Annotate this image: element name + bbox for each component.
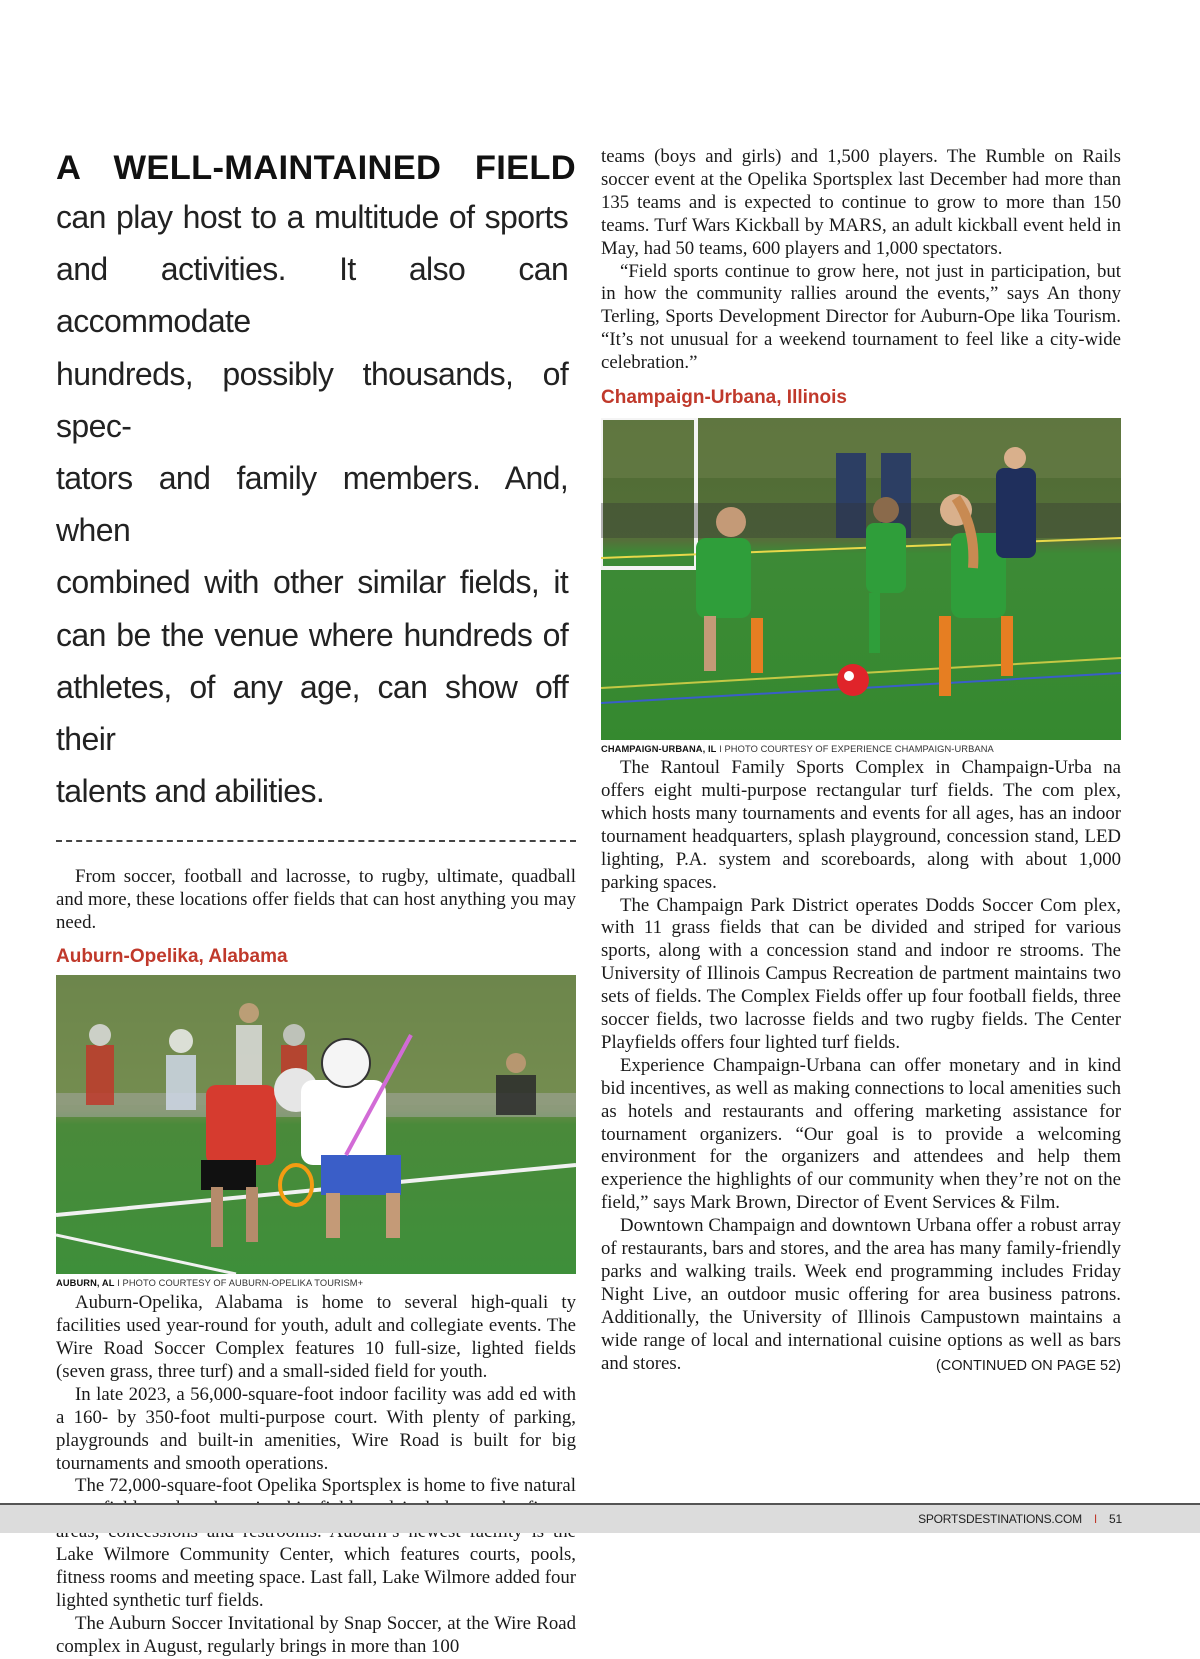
paragraph [601, 1215, 1121, 1375]
intro-line: athletes, of any age, can show off their [56, 668, 569, 758]
intro-line: talents and abilities. [56, 773, 325, 810]
intro-line: combined with other similar fields, it [56, 564, 569, 601]
caption-credit: I PHOTO COURTESY OF EXPERIENCE CHAMPAIGN-URBANA [719, 744, 994, 755]
page-number: 51 [1109, 1512, 1122, 1526]
lacrosse-photo-art [56, 975, 576, 1274]
continued-note: (CONTINUED ON PAGE 52) [935, 1357, 1121, 1374]
footer-site: SPORTSDESTINATIONS.COM [918, 1512, 1082, 1526]
paragraph: Experience Champaign-Urbana can offer monetary and in kind bid incentives, as well as making connections to local amenities such as hotels and restaurants and offering marketing assistance for tournament organizers. “Our goal is to provide a welcoming environment for the organizers and attendees and help them experience the highlights of our community when they’re not on the field,” says Mark Brown, Director of Event Services & Film. [601, 1054, 1121, 1214]
paragraph: The 72,000-square-foot Opelika Sportsplex is home to five natural Lake Wilmore Community Center, which features courts, pools, fitness rooms and meeting space. Last fall, Lake Wilmore added four lighted synthetic turf fields. [56, 1475, 576, 1611]
right-column [601, 146, 1121, 1378]
section-heading-auburn: Auburn-Opelika, Alabama [56, 946, 288, 968]
footer-separator: I [1093, 1512, 1098, 1526]
intro-line: hundreds, possibly thousands, of spec- [56, 355, 569, 444]
left-column [56, 140, 576, 1659]
intro-line: tators and family members. And, when [56, 460, 569, 549]
paragraph: The Auburn Soccer Invitational by Snap Soccer, at the Wire Road complex in August, regularly brings in more than 100 [56, 1612, 576, 1657]
caption-place: AUBURN, AL [56, 1278, 115, 1289]
paragraph: In late 2023, a 56,000-square-foot indoor facility was add ed with a 160- by 350-foot multi-purpose court. With plenty of parking, playgrounds and built-in amenities, Wire Road is built for big tournaments and smooth operations. [56, 1383, 576, 1474]
section-heading-champaign: Champaign-Urbana, Illinois [601, 387, 847, 409]
soccer-photo-art [601, 418, 1121, 740]
paragraph: The Rantoul Family Sports Complex in Champaign-Urba na offers eight multi-purpose rectangular turf fields. The com plex, which hosts many tournaments and events for all ages, has an indoor tournament headquarters, splash playground, concession stand, LED lighting, P.A. system and scoreboards, along with about 1,000 parking spaces. [601, 757, 1121, 893]
intro-line: and activities. It also can accommodate [56, 251, 569, 340]
footer [918, 1512, 1122, 1526]
intro-line: can play host to a multitude of sports [56, 199, 569, 235]
paragraph: Auburn-Opelika, Alabama is home to several high-quali ty facilities used year-round for youth, adult and collegiate events. The Wire Road Soccer Complex features 10 full-size, lighted fields (seven grass, three turf) and a small-sided field for youth. [56, 1292, 576, 1382]
photo-caption-champaign [601, 744, 1121, 754]
intro-text [56, 191, 568, 817]
paragraph-text: Downtown Champaign and downtown Urbana offer a robust array of restaurants, bars and stores, and the area has many family-friendly parks and walking trails. Week end programming includes Friday Night Live, an outdoor music offering for area business patrons. Additionally, the University of Illinois Campustown maintains a wide range of local and international cuisine options as well as bars and stores. [601, 1215, 1121, 1374]
headline: A WELL-MAINTAINED FIELD [56, 149, 576, 187]
dashed-divider [56, 840, 576, 842]
auburn-lacrosse-photo [56, 975, 576, 1274]
intro-line: can be the venue where hundreds of [56, 616, 569, 653]
caption-credit: I PHOTO COURTESY OF AUBURN-OPELIKA TOURISM+ [117, 1278, 364, 1289]
auburn-body [56, 1292, 576, 1659]
lead-paragraph: From soccer, football and lacrosse, to rugby, ultimate, quadball and more, these locations offer fields that can host anything you may need. [56, 866, 576, 934]
paragraph: The Champaign Park District operates Dodds Soccer Com plex, with 11 grass fields that can be divided and striped for various sports, along with a concession stand and indoor re strooms. The University of Illinois Campus Recreation de partment maintains two sets of fields. The Complex Fields offer up four football fields, three soccer fields, two lacrosse fields and two rugby fields. The Center Playfields offers four lighted turf fields. [601, 894, 1121, 1053]
champaign-body [601, 757, 1121, 1375]
paragraph-continued: teams (boys and girls) and 1,500 players. The Rumble on Rails soccer event at the Opelika Sportsplex last December had more than 135 teams and is expected to continue to grow to more than 150 teams. Turf Wars Kickball by MARS, an adult kickball event held in May, had 50 teams, 600 players and 1,000 spectators. [601, 146, 1121, 259]
photo-caption-auburn [56, 1278, 576, 1288]
champaign-soccer-photo [601, 418, 1121, 740]
caption-place: CHAMPAIGN-URBANA, IL [601, 744, 717, 755]
paragraph: “Field sports continue to grow here, not just in participation, but in how the community rallies around the events,” says An thony Terling, Sports Development Director for Auburn-Ope lika Tourism. “It’s not unusual for a weekend tournament to feel like a city-wide celebration.” [601, 260, 1121, 374]
